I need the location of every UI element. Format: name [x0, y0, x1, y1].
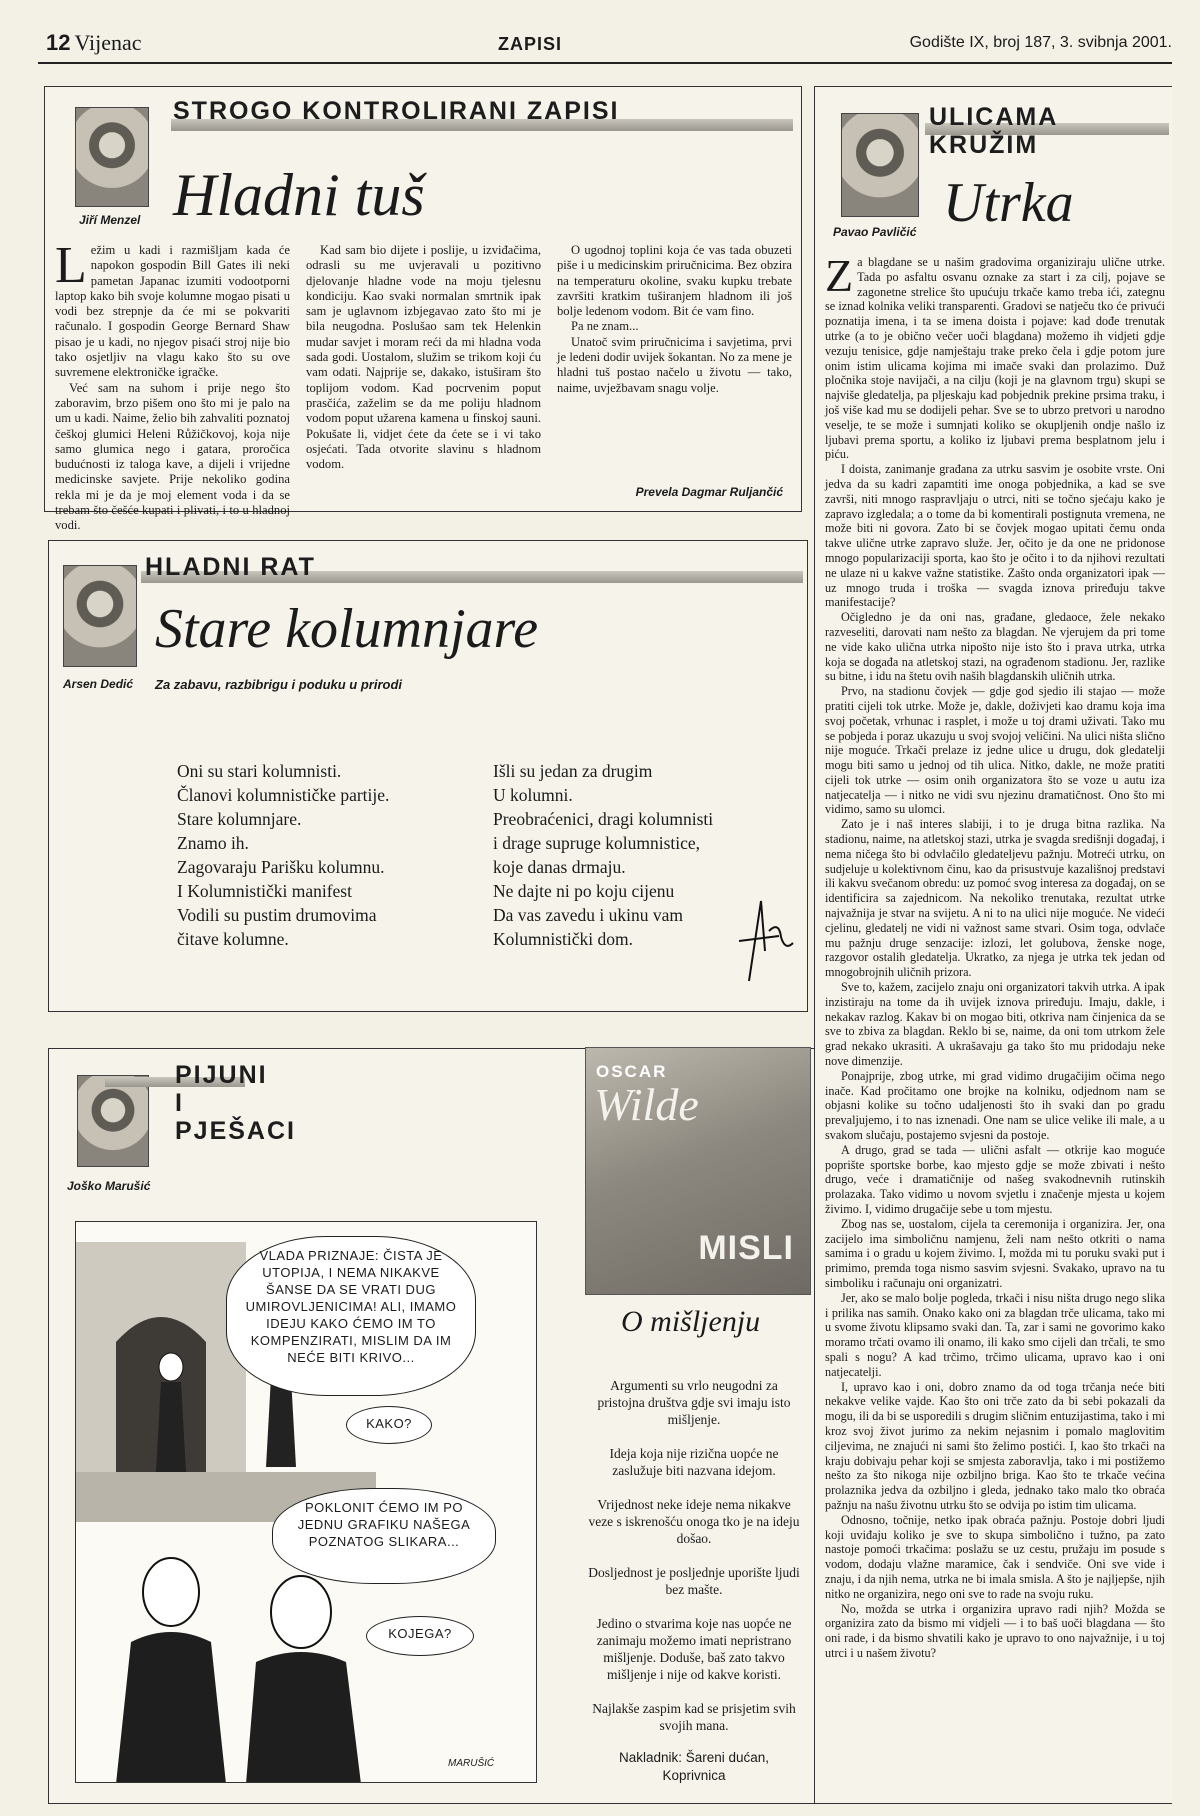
book-author-last: Wilde: [594, 1079, 699, 1130]
drop-cap: Z: [825, 250, 854, 301]
poem-line: Išli su jedan za drugim: [493, 761, 653, 781]
poem-line: U kolumni.: [493, 785, 573, 805]
quote-list: [585, 1377, 803, 1751]
poem-line: Znamo ih.: [177, 833, 249, 853]
poem-line: Da vas zavedu i ukinu vam: [493, 905, 684, 925]
column-title: Stare kolumnjare: [155, 598, 539, 660]
poem-line: Zagovaraju Parišku kolumnu.: [177, 857, 385, 877]
publisher-name: Nakladnik: Šareni dućan,: [618, 1750, 770, 1765]
section-title-line-2: I: [175, 1089, 184, 1117]
poem-line: Oni su stari kolumnisti.: [177, 761, 342, 781]
poem-line: Članovi kolumnističke partije.: [177, 785, 390, 805]
quote: Vrijednost neke ideje nema nikakve veze s iskrenošću onoga tko je na ideju došao.: [588, 1497, 800, 1546]
paragraph: Unatoč svim priručnicima i savjetima, prvi je ledeni dodir uvijek šokantan. No za mene je hladni tuš postao načelo u životu — tako, naime, uvježbavam snagu volje.: [557, 334, 792, 395]
poem-line: Preobraćenici, dragi kolumnisti: [493, 809, 714, 829]
publisher-info: [585, 1749, 803, 1785]
book-cover: [585, 1047, 811, 1295]
column-stare-kolumnjare: [48, 540, 808, 1012]
paragraph: Prvo, na stadionu čovjek — gdje god sjedio ili stajao — može pratiti cijeli tok utrke. Može je, dakle, doživjeti kao dramu koja ima svoj početak, vrhunac i rasplet, i može u toj drami uživati. Tako mu se pobjeda i poraz ukazuju u svoj svojoj veličini. Na ulici ništa slično nije moguće. Trkači prelaze iz jedne ulice u drugu, dok gledatelji mogu biti samo u jednoj od tih ulica. Nitko, dakle, ne može pratiti cijeli tok utrke — osim onih organizatora što se voze u autu iza natjecatelja — i nitko ne vidi svu njezinu dramatičnost. Ono što mi vidimo, samo su ulomci.: [825, 684, 1165, 817]
review-title: O mišljenju: [621, 1305, 761, 1338]
publisher-city: Koprivnica: [662, 1768, 726, 1783]
paragraph: Sve to, kažem, zacijelo znaju oni organizatori takvih utrka. A ipak inzistiraju na tome da ih uvijek iznova priređuju. Imaju, dakle, i nekakav razlog. Kakav bi on mogao biti, otkriva nam činjenica da se sve to zbiva za blagdan. Reklo bi se, naime, da oni tom utrkom žele grad nekako ukrasiti. A ukrašavaju ga tako što mu pridodaju neke nove dimenzije.: [825, 980, 1165, 1069]
poem-line: koje danas drmaju.: [493, 857, 626, 877]
quote: Argumenti su vrlo neugodni za pristojna društva gdje svi imaju isto mišljenje.: [597, 1378, 791, 1427]
author-name: Arsen Dedić: [63, 677, 134, 691]
paragraph: I doista, zanimanje građana za utrku sasvim je osobite vrste. Oni jedva da su kadri zapamtiti ime onoga pobjednika, a kad se sve završi, niti mnogo raspravljaju o utrci, niti se točno sjećaju kako je zapravo izgledala; a o tome da bi komentirali postignuta vremena, ne može biti ni govora. Zato bi se čovjek mogao upitati čemu onda takve ulične utrke zapravo služe. Jer, očito je da one ne pridonose mnogo popularizaciji sporta, kao što je očito i to da njihovi rezultati ne ulaze ni u kakve važne statistike. Zašto onda organizatori ipak — uz mnogo truda i troška — svagda iznova priređuju takve manifestacije?: [825, 462, 1165, 610]
book-author-first: OSCAR: [596, 1062, 668, 1081]
speech-bubble: KAKO?: [346, 1406, 432, 1444]
quote: Jedino o stvarima koje nas uopće ne zanimaju možemo imati nepristrano mišljenje. Doduše, baš zato takvo mišljenje i nije od kakve koristi.: [596, 1616, 792, 1682]
poem-line: Vodili su pustim drumovima: [177, 905, 377, 925]
quote: Najlakše zaspim kad se prisjetim svih svojih mana.: [592, 1701, 796, 1733]
author-photo: [77, 1075, 149, 1167]
paragraph: Ležim u kadi i razmišljam kada će napokon gospodin Bill Gates ili neki pametan Japanac izumiti vodootporni laptop kako bih svoje kolumne mogao pisati u vodi bez strepnje da će mi se pokvariti računalo. I gospodin George Bernard Shaw pisao je u kadi, no njegov pisaći stroj nije bio tako osjetljiv na vlagu kako što su ove suvremene elektroničke igračke.: [55, 237, 290, 380]
issue-info: Godište IX, broj 187, 3. svibnja 2001.: [909, 34, 1172, 51]
column-title: Hladni tuš: [173, 162, 425, 228]
paragraph: O ugodnoj toplini koja će vas tada obuzeti piše i u medicinskim priručnicima. Bez obzira na temperaturu okoline, svaku kupku trebate završiti kratkim tuširanjem hladnom ili još bolje ledenom vodom. Bit će vam fino.: [557, 243, 792, 319]
paragraph: Očigledno je da oni nas, građane, gledaoce, žele nekako razveseliti, darovati nam nešto za blagdan. Ne vjerujem da pri tome ne vide kako ulična utrka nipošto nije isto što i prava utrka, utrka koja se događa na atletskoj stazi, na ograđenom stadionu. Jer, razlike su bitne, i idu na štetu ovih naših blagdanskih uličnih utrka.: [825, 610, 1165, 684]
section-title: STROGO KONTROLIRANI ZAPISI: [173, 97, 620, 125]
quote: Dosljednost je posljednje uporište ljudi bez mašte.: [588, 1565, 800, 1597]
paragraph: Zbog nas se, uostalom, cijela ta ceremonija i organizira. Jer, ona zacijelo ima simboličnu namjenu, želi nam nešto otkriti o nama samima i o gradu u kojem živimo. I, možda mi tu poruku svaki put i primimo, premda toga nismo sasvim svjesni. Svakako, upravo na tu simboliku i računaju oni organizatri.: [825, 1216, 1165, 1290]
speech-bubble: KOJEGA?: [366, 1616, 474, 1656]
section-title-line-2: KRUŽIM: [929, 131, 1039, 159]
column-pijuni-i-pjesaci: [48, 1048, 816, 1804]
editorial-cartoon: [75, 1221, 537, 1783]
paragraph: No, možda se utrka i organizira upravo radi njih? Možda se organizira zato da bismo mi vidjeli — i to baš uoči blagdana — što oni rade, i da bismo shvatili kako je upravo to ono najvažnije, i u toj utrci i u našem životu?: [825, 1601, 1165, 1660]
book-title: MISLI: [698, 1229, 794, 1267]
poem-line: I Kolumnistički manifest: [177, 881, 352, 901]
section-name: ZAPISI: [498, 34, 563, 54]
column-subtitle: Za zabavu, razbibrigu i poduku u prirodi: [155, 677, 403, 692]
speech-bubble: POKLONIT ĆEMO IM PO JEDNU GRAFIKU NAŠEGA POZNATOG SLIKARA...: [272, 1488, 496, 1584]
poem-line: Kolumnistički dom.: [493, 929, 633, 949]
paragraph: Odnosno, točnije, netko ipak obraća pažnju. Postoje dobri ljudi koji uviđaju koliko je sve to skupa simbolično i tužno, pa zato nastoje pomoći trkačima: poslažu se uz cestu, pružaju im posude s vodom, dodaju vlažne maramice, čak i sendviče. Oni sve vide i znaju, i da njih nema, utrka ne bi imala smisla. A što je najljepše, njih nitko ne organizira, nego oni sve to rade na svoju ruku.: [825, 1512, 1165, 1601]
paragraph: Za blagdane se u našim gradovima organiziraju ulične utrke. Tada po asfaltu osvanu oznake za start i za cilj, pojave se zagonetne strelice što upućuju trkače kamo treba ići, zategnu se iznad kolnika veliki transparenti. Gradovi se natječu tko će privući poznatija imena, i ta se imena doista i pojave: kad dođe trenutak utrke (a to je obično večer uoči blagdana) možemo ih vidjeti gdje vezuju tenisice, gdje namještaju trake preko čela i gdje potom jure onim istim ulicama kojima mi imače svaki dan prolazimo. Duž pločnika stoje navijači, a na cilju (koji je na glavnom trgu) skupi se najviše gledatelja, pa pljeskaju kad pobjednik prekine prsima traku, i još više kad mu se dodijeli pehar. Sve se to ubrzo pretvori u narodno veselje, te se može i sumnjati koliko se okupljenih ondje našlo iz ljubavi prema sportu, a koliko iz ljubavi prema besplatnom jelu i piću.: [825, 250, 1165, 462]
author-photo: [841, 113, 919, 217]
section-title: HLADNI RAT: [145, 553, 316, 581]
paragraph: Kad sam bio dijete i poslije, u izviđačima, odrasli su me uvjeravali u pozitivno djelovanje hladne vode na moju tjelesnu kondiciju. Kao svaki normalan smrtnik ipak sam je uglavnom izbjegavao zato što mi je bila neugodna. Poslušao sam tek Helenkin mudar savjet i moram reći da mi hladna voda sada godi. Uostalom, služim se trikom koji ću vam odati. Najprije se, dakako, istuširam što toplijom vodom. Kad pocrvenim poput prasčića, zaželim se da me poliju hladnom vodom poput užarena kamena u finskoj sauni. Pokušate li, vidjet ćete da ćete se i vi tako osjećati. Tada otvorite slavinu s hladnom vodom.: [306, 243, 541, 472]
author-name: Joško Marušić: [67, 1179, 151, 1193]
poem-line: čitave kolumne.: [177, 929, 289, 949]
text-col-2: [306, 243, 541, 534]
page-header: [38, 30, 1172, 64]
poem-stanza-1: [177, 759, 477, 951]
quote: Ideja koja nije rizična uopće ne zaslužuje biti nazvana idejom.: [609, 1446, 779, 1478]
article-body: [825, 250, 1165, 1661]
section-title-line-3: PJEŠACI: [175, 1117, 296, 1145]
author-photo: [63, 565, 137, 667]
poem-line: Ne dajte ni po koju cijenu: [493, 881, 675, 901]
translator-credit: Prevela Dagmar Ruljančić: [635, 485, 783, 499]
column-utrka: [814, 86, 1172, 1804]
poem-line: Stare kolumnjare.: [177, 809, 302, 829]
author-name: Jiří Menzel: [79, 213, 141, 227]
publication-name: Vijenac: [74, 30, 142, 55]
paragraph: Već sam na suhom i prije nego što zaboravim, brzo pišem ono što mi je palo na um u kadi. Naime, želio bih zahvaliti poznatoj češkoj glumici Heleni Růžičkovoj, koja nije samo glumica nego i gatara, proročica budućnosti iz taloga kave, a dijeli i vrijedne medicinske savjete. Prije nekoliko godina rekla mi je da je moj element voda i da se trebam što češće kupati i plivati, i to u hladnoj vodi.: [55, 380, 290, 533]
author-photo: [75, 107, 149, 207]
poem-line: i drage supruge kolumnistice,: [493, 833, 701, 853]
paragraph: Zato je i naš interes slabiji, i to je druga bitna razlika. Na stadionu, naime, na atletskoj stazi, utrka je svagda središnji događaj, i nema ničega što bi odvlačilo gledateljevu pažnju. Motreći utrku, on sudjeluje u kolektivnom činu, kao da prisustvuje kazališnoj predstavi ili kakvu svečanom obredu: uz pomoć svog interesa za događaj, on se identificira sa zajednicom. Na nekoliko trenutaka, rezultat utrke najvažnija je stvar na svijetu. A ni to na ulici nije moguće. Ne videći cjelinu, gledatelj ne vidi ni važnost same stvari. Osim toga, odvlače mu pažnju druge senzacije: izlozi, let golubova, ženske noge, razgovor ostalih gledatelja. Ukratko, za njega je utrka tek jedan od mnogobrojnih uličnih prizora.: [825, 817, 1165, 980]
paragraph: Jer, ako se malo bolje pogleda, trkači i nisu ništa drugo nego slika i prilika nas samih. Onako kako oni za blagdan trče ulicama, tako mi u svome životu klipsamo svaki dan. Ta, zar i sami ne govorimo kako moramo trčati ovamo ili onamo, ili kako smo cijeli dan trčali, te smo spali s nogu? A kad trčimo, trčimo ulicama, upravo kao i oni natjecatelji.: [825, 1290, 1165, 1379]
poem-stanza-2: [493, 759, 753, 951]
column-hladni-tus: [44, 86, 802, 533]
paragraph: I, upravo kao i oni, dobro znamo da od toga trčanja neće biti nekakve velike vajde. Kao što oni trče zato da bi sebi pokazali da mogu, ili da bi se usporedili s drugim sličnim entuzijastima, tako i mi kroz svoj život jurimo za nekim nejasnim i pomalo maglovitim ciljevima, ne znajući ni sami što želimo postići. I, kao što trkači na kraju dobivaju pehar koji se smjesta zaboravlja, tako i mi postižemo nešto za što nikoga nije ozbiljno briga. Kao što te trkače većina prolaznika jedva da ozbiljno i gleda, jednako tako malo tko obraća pažnju na našu životnu utrku što se odvija po istim tim ulicama.: [825, 1379, 1165, 1512]
paragraph: A drugo, grad se tada — ulični asfalt — otkrije kao moguće poprište sportske borbe, kao mjesto gdje se može zbivati i nešto drugo, veće i dramatičnije od našeg svakodnevnih rutinskih prolazaka. Tako vidimo u novom svjetlu i značenje mjesta u kojem živimo. I, vidimo drugačije sebe u tom mjestu.: [825, 1142, 1165, 1216]
cartoonist-signature: MARUŠIĆ: [448, 1758, 495, 1769]
author-signature: [729, 891, 799, 991]
paragraph: Pa ne znam...: [571, 319, 639, 334]
section-title-line-1: ULICAMA: [929, 103, 1059, 131]
masthead-left: [46, 30, 142, 56]
paragraph: Ponajprije, zbog utrke, mi grad vidimo drugačijim očima nego inače. Kad pročitamo one brojke na kolniku, odjednom nam se objasni kolike su točno udaljenosti što ih svaki dan po gradu prevaljujemo, i to nas iznenadi. One nam se ulice velike ili male, a u svakom slučaju, postajemo svjesni da postoje.: [825, 1068, 1165, 1143]
author-name: Pavao Pavličić: [833, 225, 917, 239]
section-title-line-1: PIJUNI: [175, 1061, 268, 1089]
column-title: Utrka: [943, 172, 1074, 234]
page-number: 12: [46, 30, 71, 55]
text-col-1: [55, 237, 290, 534]
speech-bubble: VLADA PRIZNAJE: ČISTA JE UTOPIJA, I NEMA NIKAKVE ŠANSE DA SE VRATI DUG UMIROVLJENICIMA! ALI, IMAMO IDEJU KAKO ĆEMO IM TO KOMPENZIRATI, MISLIM DA IM NEĆE BITI KRIVO...: [226, 1236, 476, 1396]
drop-cap: L: [55, 237, 87, 294]
